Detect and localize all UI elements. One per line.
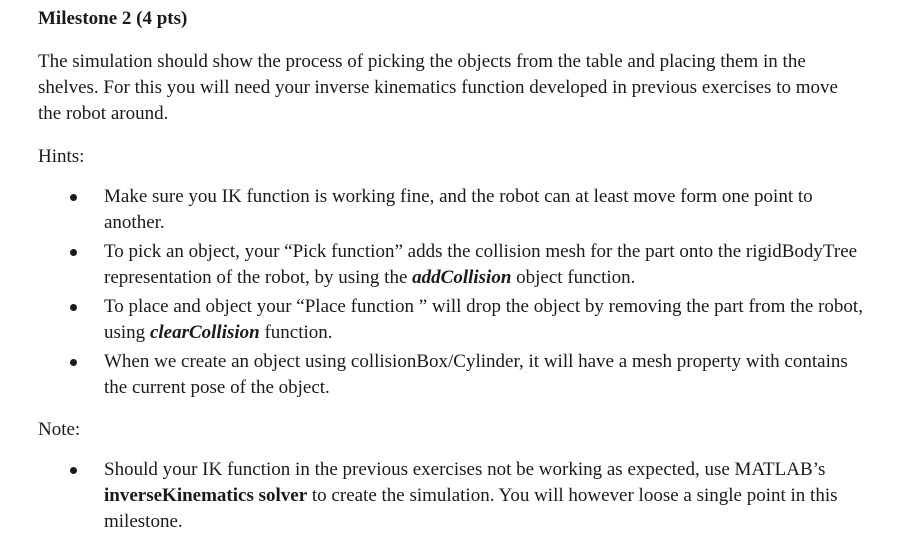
hint-item [38, 294, 864, 346]
note-label: Note: [38, 419, 81, 440]
note-solver-name: inverseKinematics solver [104, 485, 308, 506]
hints-label: Hints: [38, 146, 85, 167]
hint-text-before: To place and object your “Place function ” will drop the object by removing the part from the robot, using [104, 296, 863, 343]
intro-paragraph: The simulation should show the process of picking the objects from the table and placing them in the shelves. For this you will need your inverse kinematics function developed in previous exercises to move the robot around. [38, 51, 838, 124]
hint-item [38, 349, 864, 401]
hint-function-name: addCollision [412, 267, 512, 288]
hint-text-after: function. [259, 322, 333, 343]
bullet-icon [70, 467, 77, 474]
bullet-icon [70, 249, 77, 256]
milestone-heading: Milestone 2 (4 pts) [38, 8, 188, 29]
notes-list [38, 457, 898, 535]
note-text-after: to create the simulation. You will however loose a single point in this milestone. [104, 485, 838, 532]
hint-text: Make sure you IK function is working fine, and the robot can at least move form one point to another. [104, 186, 813, 233]
document-page [38, 6, 898, 538]
note-text-before: Should your IK function in the previous exercises not be working as expected, use MATLAB’s [104, 459, 826, 480]
hint-text-before: To pick an object, your “Pick function” adds the collision mesh for the part onto the rigidBodyTree representation of the robot, by using the [104, 241, 858, 288]
bullet-icon [70, 194, 77, 201]
bullet-icon [70, 359, 77, 366]
hint-item [38, 239, 864, 291]
bullet-icon [70, 304, 77, 311]
hint-text: When we create an object using collisionBox/Cylinder, it will have a mesh property with contains the current pose of the object. [104, 351, 848, 398]
note-item [38, 457, 864, 535]
hint-text-after: object function. [511, 267, 636, 288]
hint-function-name: clearCollision [149, 322, 260, 343]
hints-list [38, 184, 898, 401]
hint-item [38, 184, 864, 236]
